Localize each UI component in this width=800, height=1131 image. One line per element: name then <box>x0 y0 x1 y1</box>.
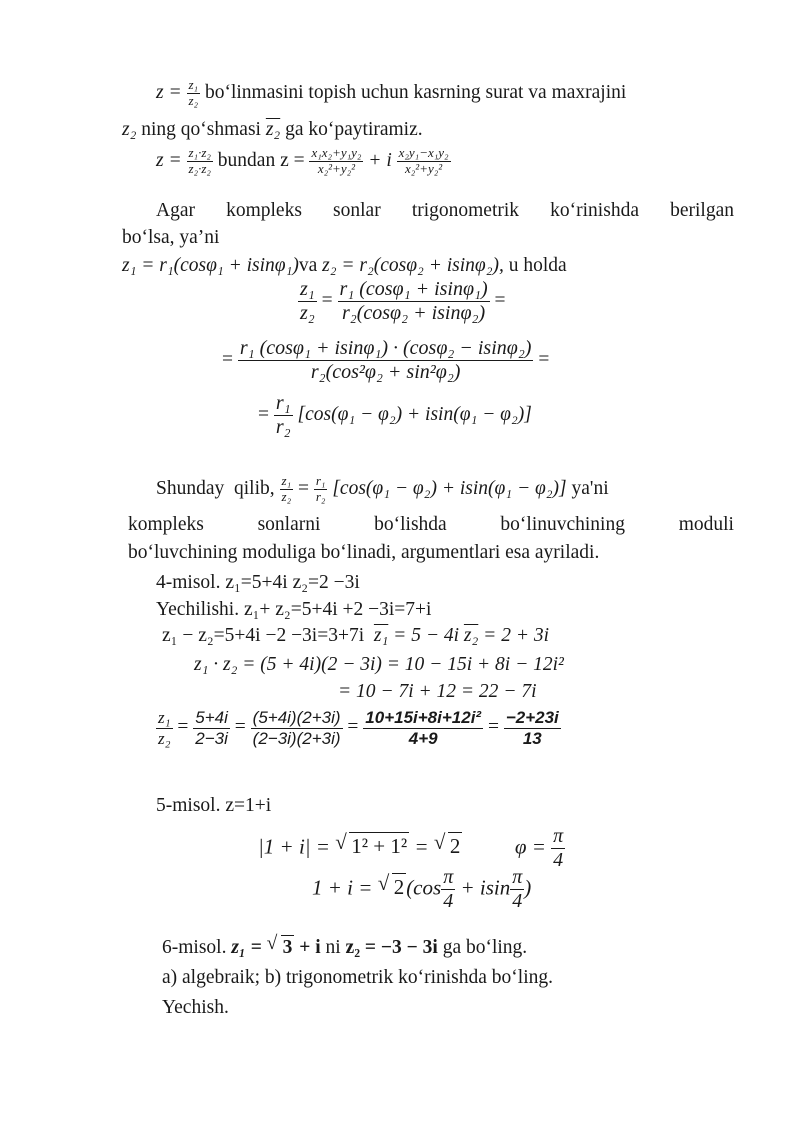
ex4-product: z₁ · z₂ = (5 + 4i)(2 − 3i) = 10 − 15i + 8i − 12i² <box>194 654 564 675</box>
ex5-modulus: |1 + i| = √ 1² + 1² = √ 2 φ = $\frac{\pi}{4}$ <box>258 825 564 871</box>
ex4-title: 4-misol. z₁=5+4i z₂=2 −3i <box>156 572 360 593</box>
z2-conjugate: z₂ <box>265 119 281 140</box>
ex6-parts: a) algebraik; b) trigonometrik ko‘rinishda bo‘ling. <box>162 967 553 988</box>
ex4-diff: z₁ − z₂=5+4i −2 −3i=3+7i z₁ = 5 − 4i z₂ = 2 + 3i <box>162 625 550 646</box>
line-kompleks: kompleks sonlarni bo‘lishda bo‘linuvchining moduli <box>128 514 734 535</box>
ex4-product-result: = 10 − 7i + 12 = 22 − 7i <box>338 681 537 702</box>
line-conjugate: z₂ ning qo‘shmasi z₂ ga ko‘paytiramiz. <box>122 119 423 140</box>
division-eq-3: = $\frac{\text{r₁}}{\text{r₂}}$ [cos(φ₁ − φ₂) + isin(φ₁ − φ₂)] <box>258 392 532 438</box>
z1-over-z2: $\frac{\text{z₁}}{\text{z₂}}$ <box>188 77 199 108</box>
line-agar: Agar kompleks sonlar trigonometrik ko‘rinishda berilgan <box>156 200 734 221</box>
line-bolsa: bo‘lsa, ya’ni <box>122 227 220 248</box>
ex4-sum: Yechilishi. z₁+ z₂=5+4i +2 −3i=7+i <box>156 599 432 620</box>
line-bundan: z = $\frac{\text{z₁·z₂}}{\text{z₂·z₂}}$ bundan z = $\frac{\text{x₁x₂+y₁y₂}}{\text{x₂²+y₂²}}$ + i $\frac{\text{x₂y₁−x₁y₂}}{\text{x₂²+y₂²}}$ <box>156 145 449 176</box>
ex6-yechish: Yechish. <box>162 997 229 1018</box>
line-boluvchining: bo‘luvchining moduliga bo‘linadi, argumentlari esa ayriladi. <box>128 542 600 563</box>
division-eq-1: $\frac{\text{z₁}}{\text{z₂}}$ = $\frac{\text{r₁ (cosφ₁ + isinφ₁)}}{\text{r₂(cosφ₂ + isinφ₂)}}$ = <box>300 278 506 324</box>
ex6-title: 6-misol. z₁ = √ 3 + i ni z₂ = −3 − 3i ga bo‘ling. <box>162 935 527 960</box>
z-eq: z = <box>156 81 182 103</box>
line-fraction-intro <box>156 78 626 109</box>
ex5-title: 5-misol. z=1+i <box>156 795 272 816</box>
line-trig-forms: z₁ = r₁(cosφ₁ + isinφ₁)va z₂ = r₂(cosφ₂ + isinφ₂), u holda <box>122 255 567 276</box>
intro-text: bo‘linmasini topish uchun kasrning surat va maxrajini <box>204 81 627 103</box>
line-shunday: Shunday qilib, $\frac{\text{z₁}}{\text{z₂}}$ = $\frac{\text{r₁}}{\text{r₂}}$ [cos(φ₁ − φ₂) + isin(φ₁ − φ₂)] ya'ni <box>156 473 609 504</box>
ex4-division: $\frac{\text{z₁}}{\text{z₂}}$ = $\frac{5+4i}{2-3i}$ = $\frac{(5+4i)(2+3i)}{(2-3i)(2+3i)}$ = $\frac{\text{10+15i+8i+12i²}}{4+9}$ = $\frac{-2+23i}{13}$ <box>158 708 559 748</box>
ex5-trig-form: 1 + i = √ 2(cos $\frac{\pi}{4}$ + isin $\frac{\pi}{4}$ ) <box>312 866 532 912</box>
division-eq-2: = $\frac{\text{r₁ (cosφ₁ + isinφ₁) · (cosφ₂ − isinφ₂)}}{\text{r₂(cos²φ₂ + sin²φ₂)}}$ = <box>222 337 550 383</box>
